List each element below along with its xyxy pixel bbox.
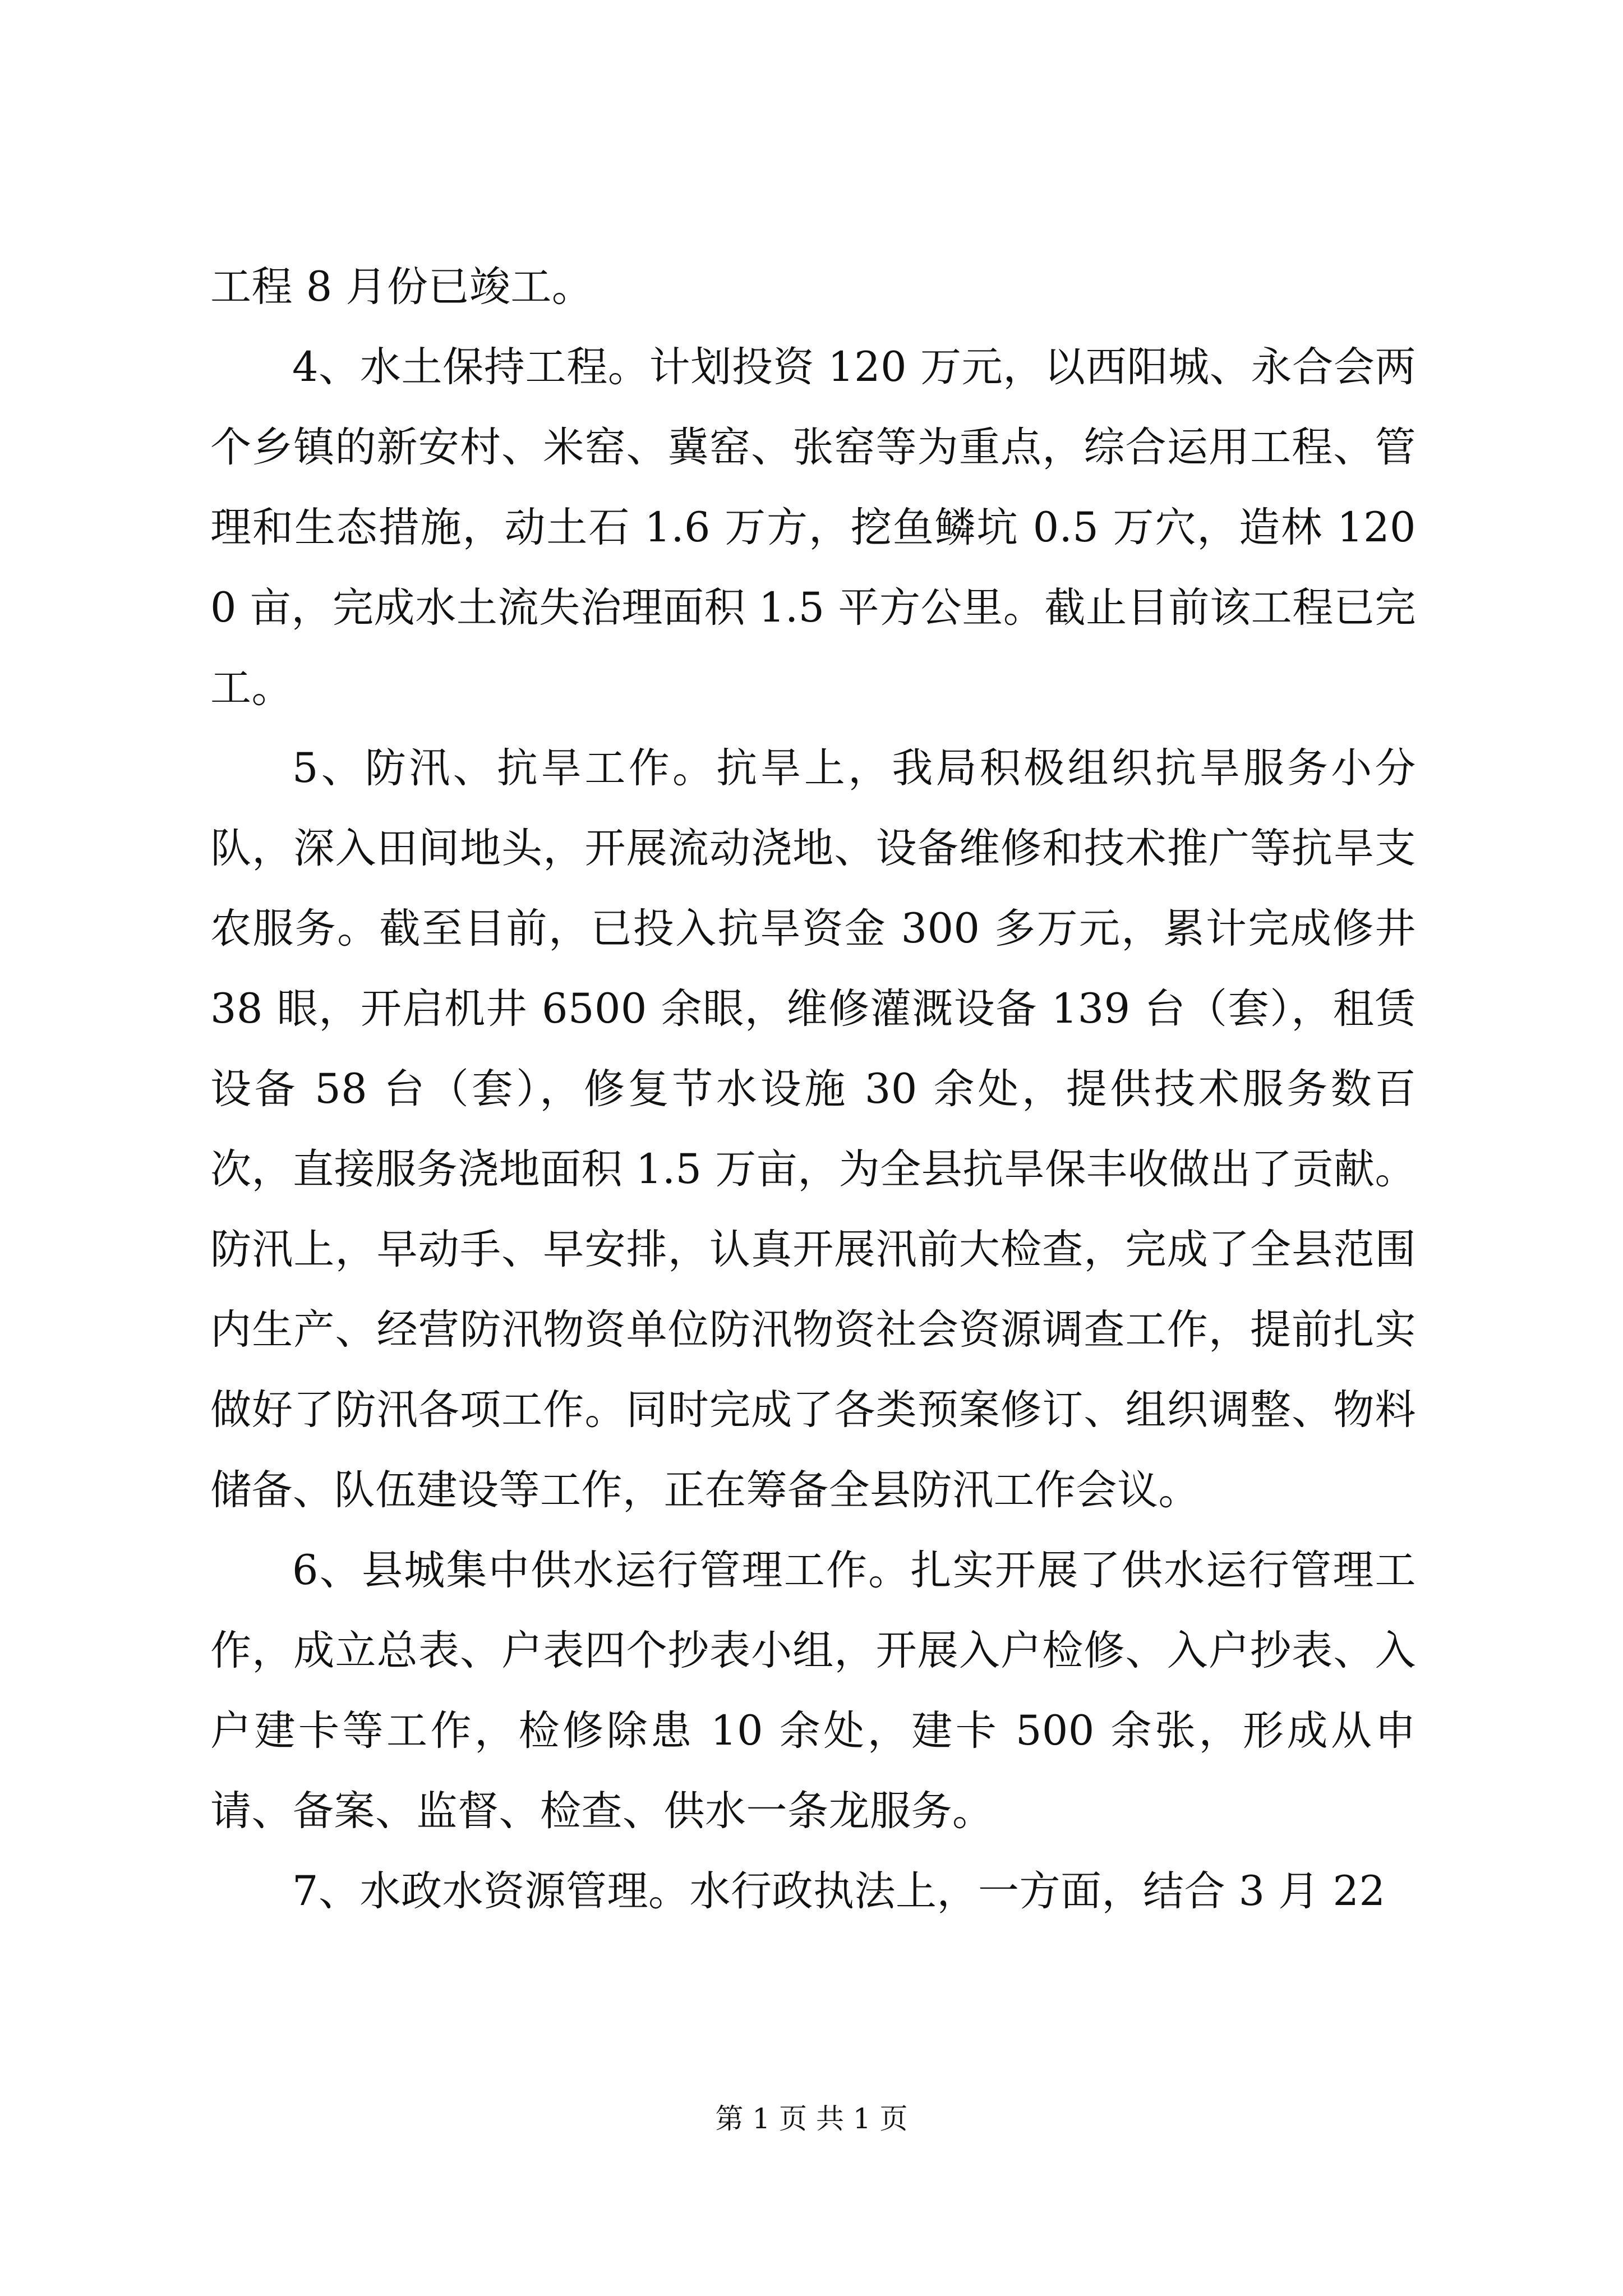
paragraph-soil-conservation: 4、水土保持工程。计划投资 120 万元，以西阳城、永合会两个乡镇的新安村、米窑、冀窑、张窑等为重点，综合运用工程、管理和生态措施，动土石 1.6 万方，挖鱼鳞坑 0.5 万穴，造林 1200 亩，完成水土流失治理面积 1.5 平方公里。截止目前该工程已完工。 xyxy=(210,343,1416,712)
document-body xyxy=(210,247,1416,1931)
paragraph-flood-drought: 5、防汛、抗旱工作。抗旱上，我局积极组织抗旱服务小分队，深入田间地头，开展流动浇地、设备维修和技术推广等抗旱支农服务。截至目前，已投入抗旱资金 300 多万元，累计完成修井 38 眼，开启机井 6500 余眼，维修灌溉设备 139 台（套），租赁设备 58 台（套），修复节水设施 30 余处，提供技术服务数百次，直接服务浇地面积 1.5 万亩，为全县抗旱保丰收做出了贡献。防汛上，早动手、早安排，认真开展汛前大检查，完成了全县范围内生产、经营防汛物资单位防汛物资社会资源调查工作，提前扎实做好了防汛各项工作。同时完成了各类预案修订、组织调整、物料储备、队伍建设等工作，正在筹备全县防汛工作会议。 xyxy=(210,744,1416,1514)
paragraph-water-administration: 7、水政水资源管理。水行政执法上，一方面，结合 3 月 22 xyxy=(292,1867,1386,1915)
paragraph-water-supply: 6、县城集中供水运行管理工作。扎实开展了供水运行管理工作，成立总表、户表四个抄表小组，开展入户检修、入户抄表、入户建卡等工作，检修除患 10 余处，建卡 500 余张，形成从申请、备案、监督、检查、供水一条龙服务。 xyxy=(210,1547,1416,1835)
page-footer: 第 1 页 共 1 页 xyxy=(715,2102,908,2135)
paragraph-continuation: 工程 8 月份已竣工。 xyxy=(210,263,593,311)
